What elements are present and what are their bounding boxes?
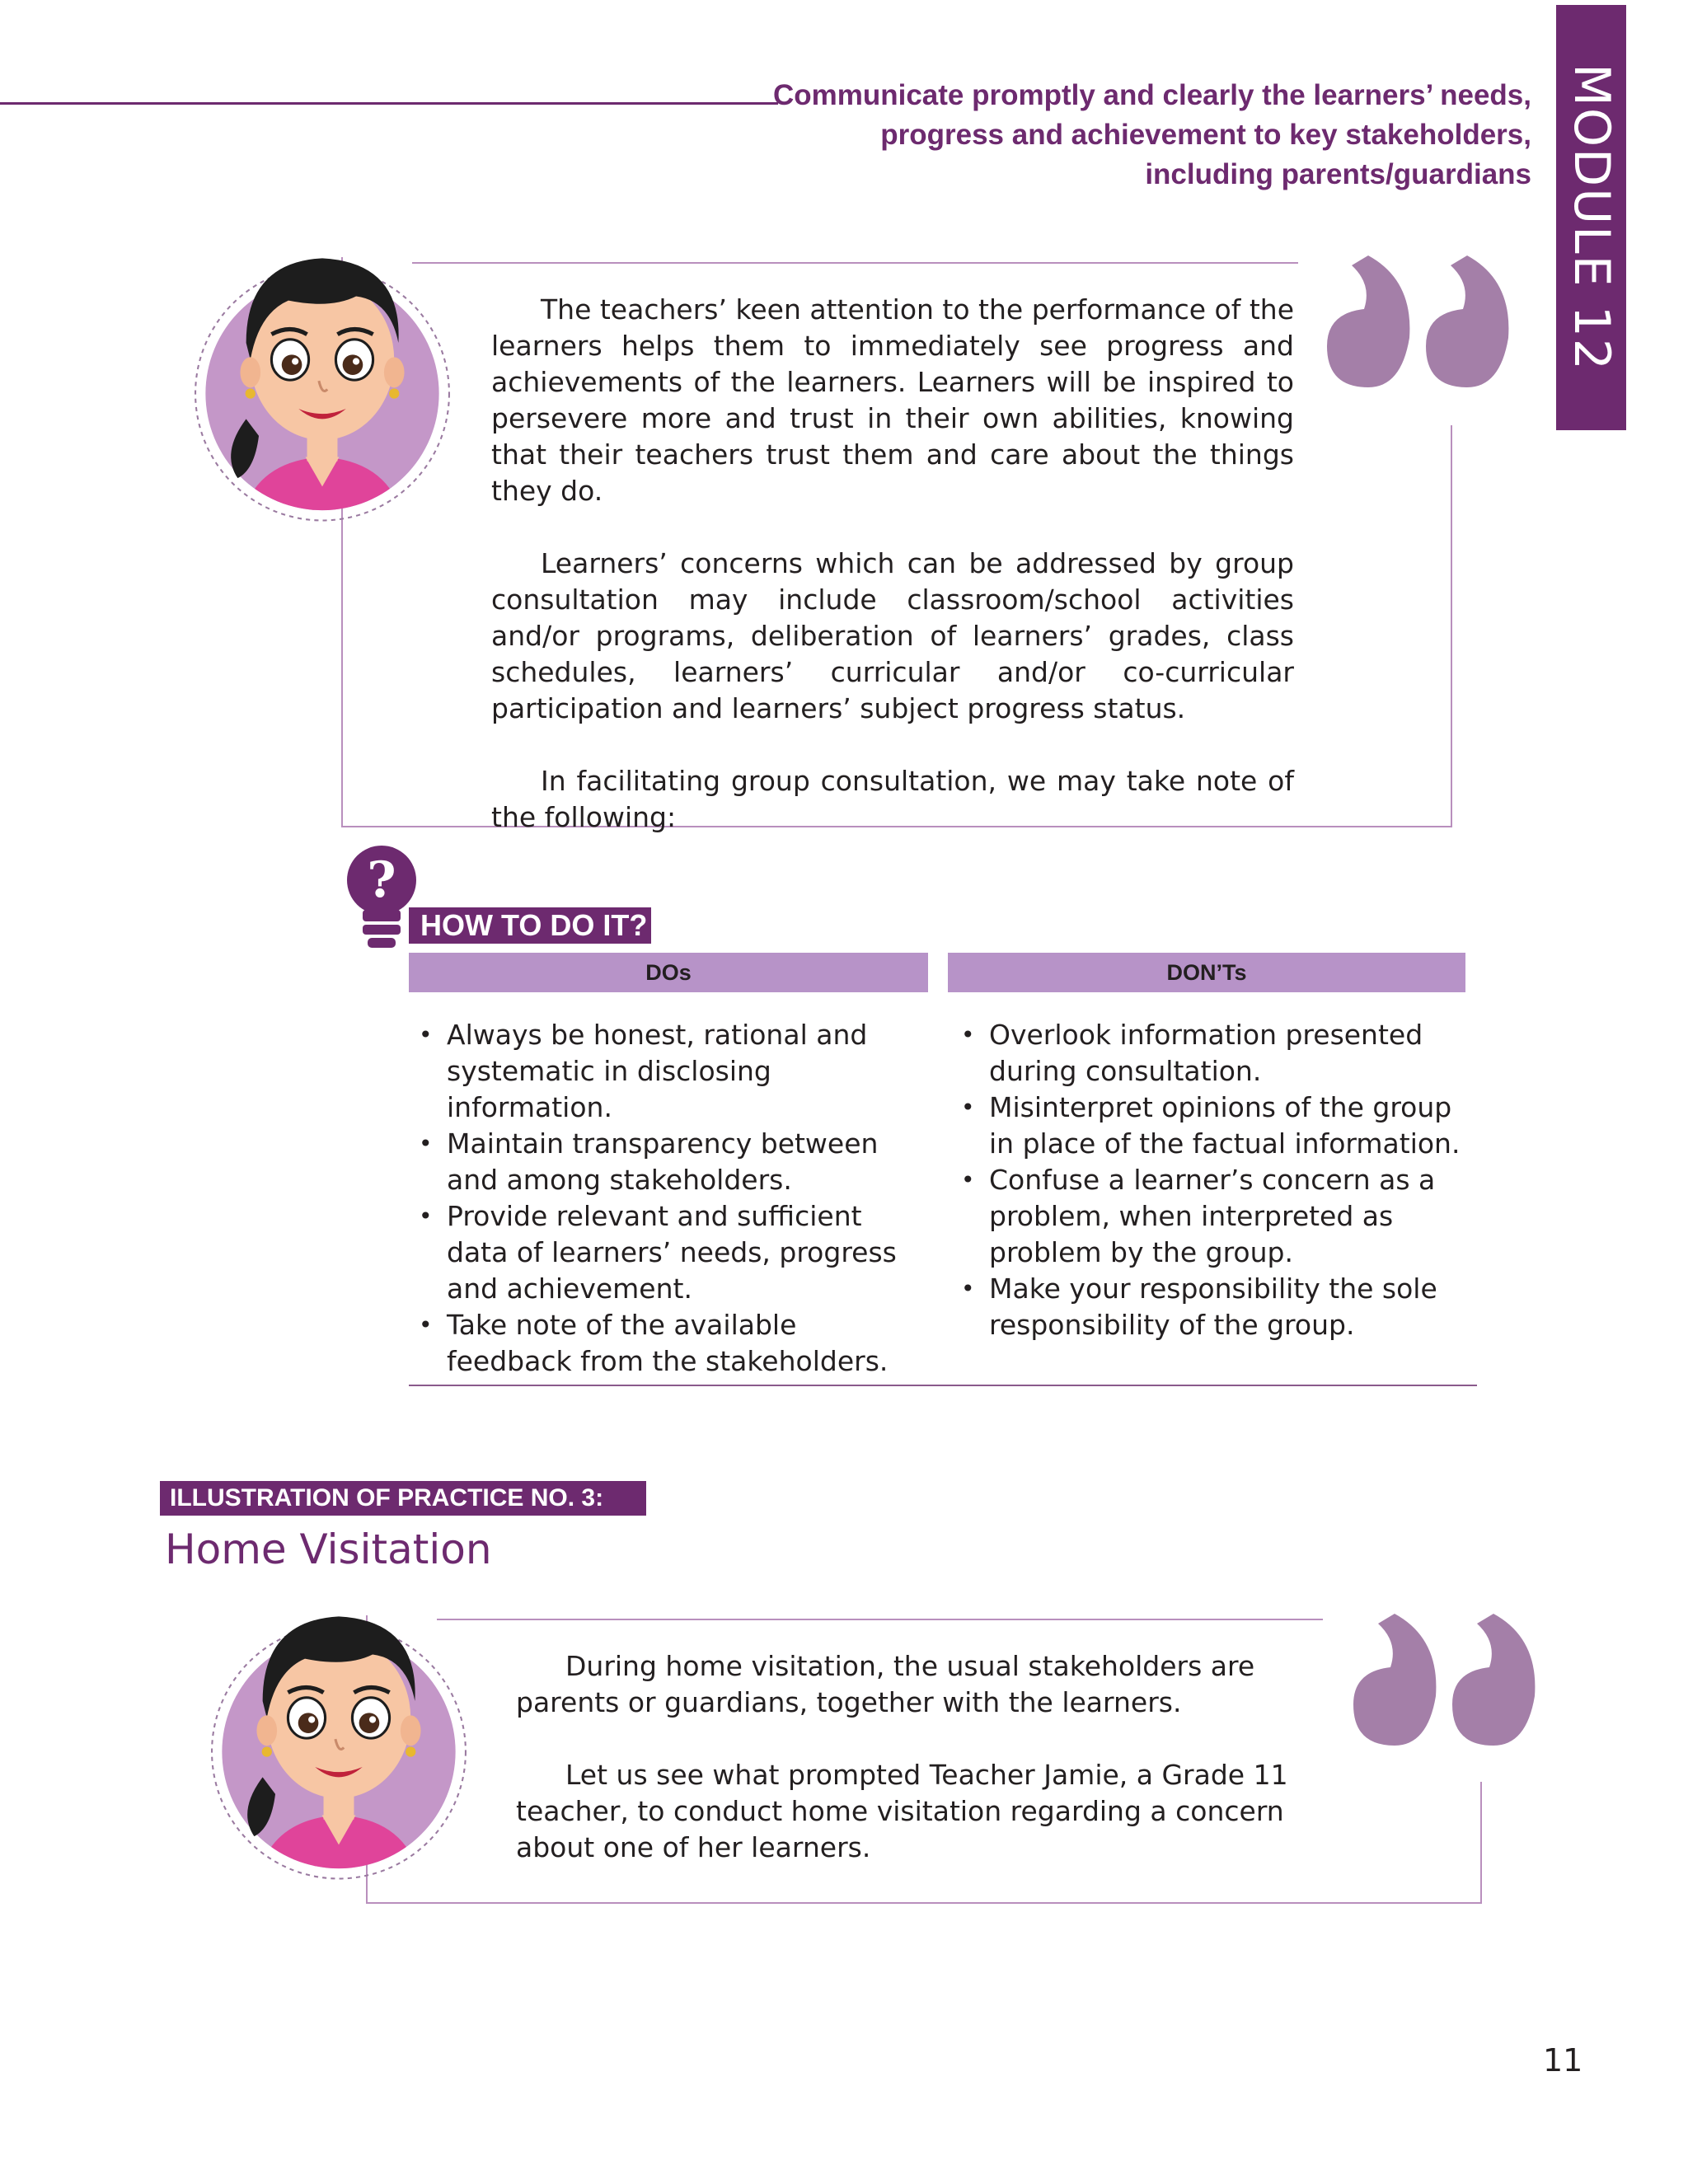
module-label: MODULE 12 [1562, 63, 1620, 372]
header-rule [0, 102, 778, 105]
quote-box-1-paragraph-1: The teachers’ keen attention to the performance of the learners helps them to immediately see progress and achievements of the learners. Learners will be inspired to persevere more and trust in their own abilities, knowing that their teachers trust them and care about the things they do. [491, 293, 1294, 507]
donts-header: DON’Ts [948, 953, 1465, 992]
lightbulb-question-icon [345, 844, 419, 953]
illustration-title: Home Visitation [165, 1526, 492, 1573]
dos-item: • Maintain transparency between and among stakeholders. [410, 1126, 921, 1198]
quote-box-2-paragraph-1: During home visitation, the usual stakeholders are parents or guardians, together with the learners. [516, 1650, 1255, 1718]
section-title-line-3: including parents/guardians [1145, 158, 1531, 190]
donts-item: • Misinterpret opinions of the group in place of the factual information. [953, 1090, 1464, 1162]
quote-box-2-text [516, 1648, 1291, 1866]
donts-item: • Confuse a learner’s concern as a problem, when interpreted as problem by the group. [953, 1162, 1464, 1271]
section-title [707, 76, 1531, 194]
dos-item: • Always be honest, rational and systematic in disclosing information. [410, 1017, 921, 1126]
module-tab [1556, 5, 1626, 430]
quote-box-1-right-rule [1451, 425, 1452, 827]
donts-item: • Make your responsibility the sole responsibility of the group. [953, 1271, 1464, 1343]
quote-mark-icon [1319, 247, 1517, 396]
section-title-line-1: Communicate promptly and clearly the learners’ needs, [772, 79, 1531, 111]
illustration-label: ILLUSTRATION OF PRACTICE NO. 3: [160, 1481, 646, 1516]
donts-item: • Overlook information presented during consultation. [953, 1017, 1464, 1090]
quote-mark-icon [1345, 1605, 1543, 1754]
how-to-label: HOW TO DO IT? [409, 907, 651, 944]
how-to-bottom-rule [409, 1385, 1477, 1386]
quote-box-1-top-rule [412, 262, 1298, 264]
section-title-line-2: progress and achievement to key stakeholders, [880, 119, 1531, 151]
page-number: 11 [1543, 2042, 1583, 2079]
quote-box-2-right-rule [1480, 1782, 1482, 1904]
teacher-avatar-icon [186, 216, 458, 537]
teacher-avatar-icon [203, 1574, 475, 1896]
quote-box-2-paragraph-2: Let us see what prompted Teacher Jamie, a Grade 11 teacher, to conduct home visitation regarding a concern about one of her learners. [516, 1759, 1288, 1863]
dos-item: • Provide relevant and sufficient data of learners’ needs, progress and achievement. [410, 1198, 921, 1307]
dos-header: DOs [409, 953, 928, 992]
quote-box-1-paragraph-2: Learners’ concerns which can be addressed by group consultation may include classroom/school activities and/or programs, deliberation of learners’ grades, class schedules, learners’ curricular and/or co-curricular participation and learners’ subject progress status. [491, 547, 1294, 724]
lightbulb-question-mark: ? [367, 851, 396, 909]
dos-list [410, 1017, 921, 1380]
quote-box-1-paragraph-3: In facilitating group consultation, we may take note of the following: [491, 765, 1294, 833]
donts-list [953, 1017, 1464, 1343]
quote-box-1-text [491, 292, 1294, 836]
quote-box-2-top-rule [437, 1619, 1323, 1620]
dos-item: • Take note of the available feedback from the stakeholders. [410, 1307, 921, 1380]
